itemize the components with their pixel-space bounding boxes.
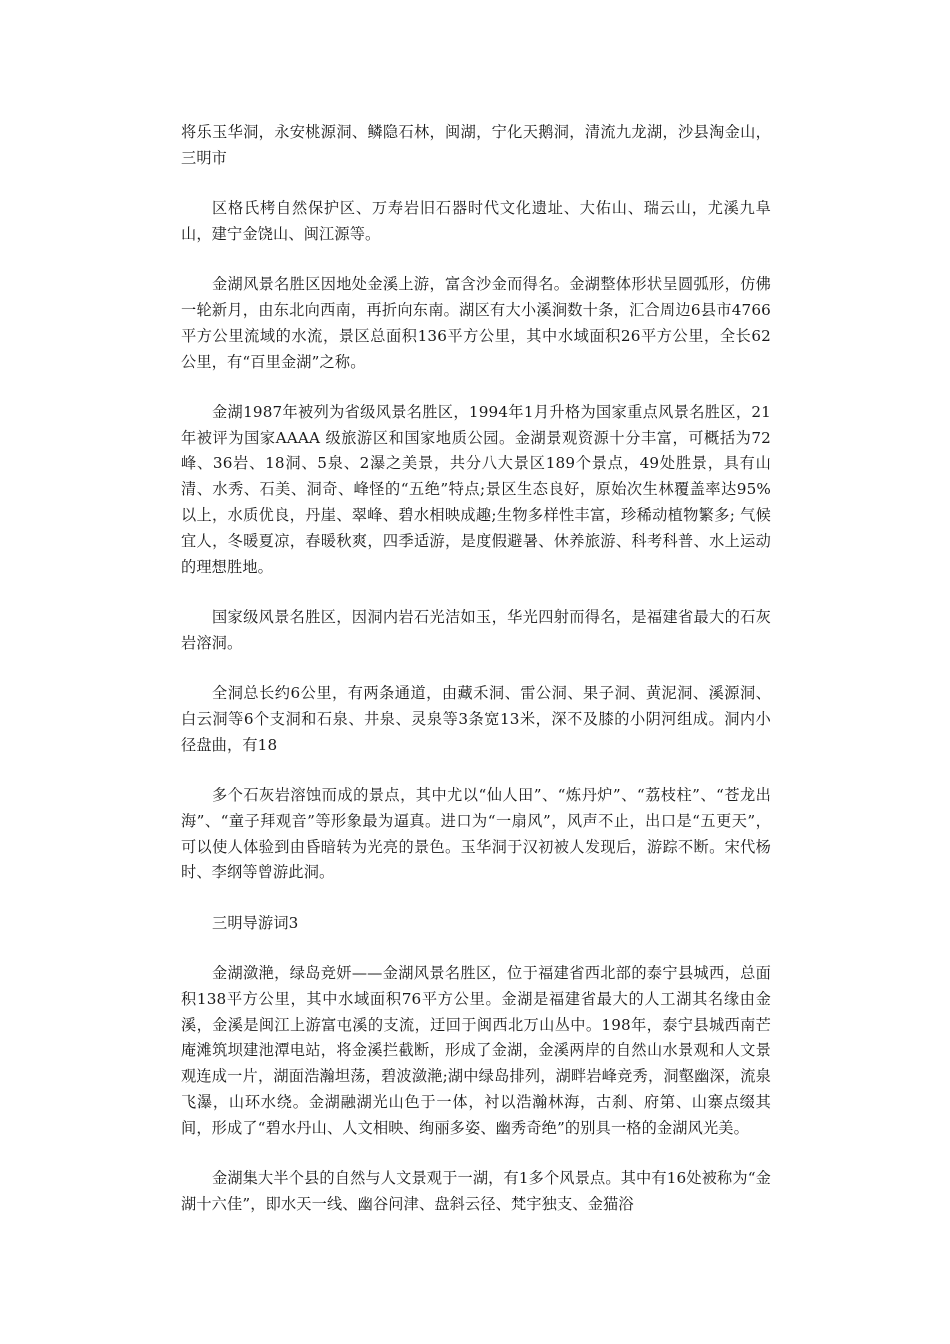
paragraph-jinhu-scenic-area: 金湖潋滟，绿岛竞妍——金湖风景名胜区，位于福建省西北部的泰宁县城西，总面积138平方公里，其中水域面积76平方公里。金湖是福建省最大的人工湖其名缘由金溪，金溪是闽江上游富屯溪的支流，迂回于闽西北万山丛中。198年，泰宁县城西南芒庵滩筑坝建池潭电站，将金溪拦截断，形成了金湖，金溪两岸的自然山水景观和人文景观连成一片，湖面浩瀚坦荡，碧波潋滟;湖中绿岛排列，湖畔岩峰竞秀，洞壑幽深，流泉飞瀑，山环水绕。金湖融湖光山色于一体，衬以浩瀚林海，古刹、府第、山寨点缀其间，形成了“碧水丹山、人文相映、绚丽多姿、幽秀奇绝”的别具一格的金湖风光美。	[181, 963, 771, 1137]
paragraph-yuhua-cave-intro: 国家级风景名胜区，因洞内岩石光洁如玉，华光四射而得名，是福建省最大的石灰岩溶洞。	[181, 607, 771, 652]
paragraph-attractions-list: 将乐玉华洞，永安桃源洞、鳞隐石林，闽湖，宁化天鹅洞，清流九龙湖，沙县淘金山，三明市	[181, 123, 771, 167]
paragraph-jinhu-sixteen-views: 金湖集大半个县的自然与人文景观于一湖，有1多个风景点。其中有16处被称为“金湖十六佳”，即水天一线、幽谷问津、盘斜云径、梵宇独支、金猫浴	[181, 1169, 771, 1213]
paragraph-yuhua-cave-scenery: 多个石灰岩溶蚀而成的景点，其中尤以“仙人田”、“炼丹炉”、“荔枝柱”、“苍龙出海”、“童子拜观音”等形象最为逼真。进口为“一扇风”，风声不止，出口是“五更天”，可以使人体验到由昏暗转为光亮的景色。玉华洞于汉初被人发现后，游踪不断。宋代杨时、李纲等曾游此洞。	[181, 785, 771, 882]
paragraph-jinhu-origin: 金湖风景名胜区因地处金溪上游，富含沙金而得名。金湖整体形状呈圆弧形，仿佛一轮新月，由东北向西南，再折向东南。湖区有大小溪涧数十条，汇合周边6县市4766平方公里流域的水流，景区总面积136平方公里，其中水域面积26平方公里，全长62公里，有“百里金湖”之称。	[181, 275, 771, 371]
paragraph-yuhua-cave-structure: 全洞总长约6公里，有两条通道，由藏禾洞、雷公洞、果子洞、黄泥洞、溪源洞、白云洞等6个支洞和石泉、井泉、灵泉等3条宽13米，深不及膝的小阴河组成。洞内小径盘曲，有18	[181, 684, 771, 754]
document-body	[181, 120, 771, 1242]
paragraph-attractions-continued: 区格氏栲自然保护区、万寿岩旧石器时代文化遗址、大佑山、瑞云山，尤溪九阜山，建宁金饶山、闽江源等。	[181, 199, 771, 243]
paragraph-jinhu-history: 金湖1987年被列为省级风景名胜区，1994年1月升格为国家重点风景名胜区，21年被评为国家AAAA 级旅游区和国家地质公园。金湖景观资源十分丰富，可概括为72峰、36岩、18洞、5泉、2瀑之美景，共分八大景区189个景点，49处胜景，具有山清、水秀、石美、洞奇、峰怪的“五绝”特点;景区生态良好，原始次生林覆盖率达95% 以上，水质优良，丹崖、翠峰、碧水相映成趣;生物多样性丰富，珍稀动植物繁多; 气候宜人，冬暖夏凉，春暖秋爽，四季适游，是度假避暑、休养旅游、科考科普、水上运动的理想胜地。	[181, 402, 771, 576]
section-heading: 三明导游词3	[212, 913, 299, 932]
